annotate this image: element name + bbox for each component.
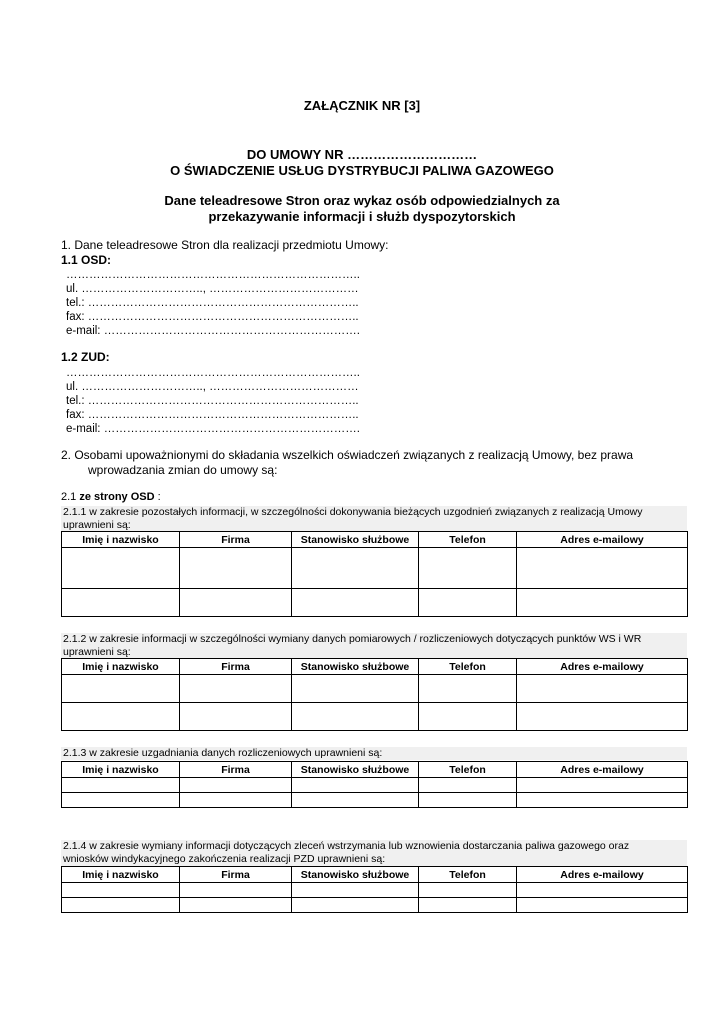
table-row (62, 589, 688, 617)
osd-phone-line: tel.: …………………………………………………………….. (66, 297, 359, 309)
col-position-header: Stanowisko służbowe (292, 532, 419, 548)
col-position-header: Stanowisko służbowe (292, 762, 419, 778)
subsection-2-1-heading: 2.1 ze strony OSD : (61, 491, 161, 503)
col-position-header: Stanowisko służbowe (292, 867, 419, 883)
table-2-1-4-title: 2.1.4 w zakresie wymiany informacji dotyczących zleceń wstrzymania lub wznowienia dostarczania paliwa gazowego oraz wniosków windykacyjnego zakończenia realizacji PZD uprawnieni są: (61, 840, 687, 866)
name-cell[interactable] (62, 778, 180, 793)
col-name-header: Imię i nazwisko (62, 762, 180, 778)
table-row (62, 548, 688, 589)
company-cell[interactable] (180, 778, 292, 793)
table-row (62, 793, 688, 808)
section-2-heading-line-2: wprowadzania zmian do umowy są: (88, 463, 278, 477)
table-row (62, 778, 688, 793)
company-cell[interactable] (180, 548, 292, 589)
col-company-header: Firma (180, 762, 292, 778)
email-cell[interactable] (517, 548, 688, 589)
name-cell[interactable] (62, 883, 180, 898)
col-company-header: Firma (180, 867, 292, 883)
phone-cell[interactable] (419, 548, 517, 589)
col-email-header: Adres e-mailowy (517, 532, 688, 548)
table-row (62, 883, 688, 898)
col-phone-header: Telefon (419, 532, 517, 548)
name-cell[interactable] (62, 675, 180, 703)
zud-phone-line: tel.: …………………………………………………………….. (66, 395, 359, 407)
position-cell[interactable] (292, 548, 419, 589)
email-cell[interactable] (517, 703, 688, 731)
company-cell[interactable] (180, 883, 292, 898)
phone-cell[interactable] (419, 793, 517, 808)
table-header-row (62, 867, 688, 883)
zud-street-line: ul. ………………………….., ………………………………… (66, 381, 359, 393)
zud-email-line: e-mail: …………………………………………………………. (66, 423, 360, 435)
table-2-1-3 (61, 761, 688, 808)
col-position-header: Stanowisko służbowe (292, 659, 419, 675)
email-cell[interactable] (517, 793, 688, 808)
table-header-row (62, 762, 688, 778)
name-cell[interactable] (62, 548, 180, 589)
osd-fax-line: fax: …………………………………………………………….. (66, 311, 359, 323)
phone-cell[interactable] (419, 883, 517, 898)
email-cell[interactable] (517, 589, 688, 617)
email-cell[interactable] (517, 883, 688, 898)
col-email-header: Adres e-mailowy (517, 659, 688, 675)
table-header-row (62, 532, 688, 548)
document-title: ZAŁĄCZNIK NR [3] (303, 98, 421, 113)
name-cell[interactable] (62, 898, 180, 913)
col-email-header: Adres e-mailowy (517, 867, 688, 883)
section-1-heading: 1. Dane teleadresowe Stron dla realizacji przedmiotu Umowy: (61, 238, 389, 252)
email-cell[interactable] (517, 778, 688, 793)
table-row (62, 898, 688, 913)
osd-label: 1.1 OSD: (61, 253, 112, 267)
table-2-1-3-title: 2.1.3 w zakresie uzgadniania danych rozliczeniowych uprawnieni są: (61, 747, 687, 760)
company-cell[interactable] (180, 703, 292, 731)
col-phone-header: Telefon (419, 762, 517, 778)
section-2-heading-line-1: 2. Osobami upoważnionymi do składania wszelkich oświadczeń związanych z realizacją Umowy, bez prawa (61, 448, 634, 462)
position-cell[interactable] (292, 675, 419, 703)
table-2-1-2 (61, 658, 688, 731)
company-cell[interactable] (180, 675, 292, 703)
table-2-1-1-title: 2.1.1 w zakresie pozostałych informacji, w szczególności dokonywania bieżących uzgodnień związanych z realizacją Umowy uprawnieni są: (61, 506, 687, 532)
col-company-header: Firma (180, 532, 292, 548)
zud-name-line: ………………………………………………………………….. (66, 367, 360, 379)
email-cell[interactable] (517, 675, 688, 703)
name-cell[interactable] (62, 793, 180, 808)
phone-cell[interactable] (419, 675, 517, 703)
zud-label: 1.2 ZUD: (61, 350, 110, 364)
subtitle-line-1: Dane teleadresowe Stron oraz wykaz osób odpowiedzialnych za (164, 193, 560, 208)
subtitle-line-2: przekazywanie informacji i służb dyspozytorskich (208, 209, 516, 224)
osd-email-line: e-mail: …………………………………………………………. (66, 325, 360, 337)
osd-side-label: ze strony OSD (79, 491, 155, 503)
name-cell[interactable] (62, 703, 180, 731)
col-name-header: Imię i nazwisko (62, 659, 180, 675)
contract-number-line: DO UMOWY NR ………………………… (246, 147, 478, 162)
col-name-header: Imię i nazwisko (62, 867, 180, 883)
name-cell[interactable] (62, 589, 180, 617)
table-row (62, 703, 688, 731)
phone-cell[interactable] (419, 898, 517, 913)
phone-cell[interactable] (419, 778, 517, 793)
company-cell[interactable] (180, 589, 292, 617)
email-cell[interactable] (517, 898, 688, 913)
phone-cell[interactable] (419, 703, 517, 731)
phone-cell[interactable] (419, 589, 517, 617)
table-header-row (62, 659, 688, 675)
col-email-header: Adres e-mailowy (517, 762, 688, 778)
col-company-header: Firma (180, 659, 292, 675)
company-cell[interactable] (180, 793, 292, 808)
col-phone-header: Telefon (419, 867, 517, 883)
osd-name-line: ………………………………………………………………….. (66, 269, 360, 281)
col-name-header: Imię i nazwisko (62, 532, 180, 548)
position-cell[interactable] (292, 778, 419, 793)
position-cell[interactable] (292, 898, 419, 913)
zud-fax-line: fax: …………………………………………………………….. (66, 409, 359, 421)
company-cell[interactable] (180, 898, 292, 913)
table-row (62, 675, 688, 703)
osd-street-line: ul. ………………………….., ………………………………… (66, 283, 359, 295)
table-2-1-1 (61, 531, 688, 617)
col-phone-header: Telefon (419, 659, 517, 675)
contract-subject-line: O ŚWIADCZENIE USŁUG DYSTRYBUCJI PALIWA GAZOWEGO (170, 163, 554, 178)
position-cell[interactable] (292, 793, 419, 808)
table-2-1-4 (61, 866, 688, 913)
position-cell[interactable] (292, 883, 419, 898)
position-cell[interactable] (292, 703, 419, 731)
position-cell[interactable] (292, 589, 419, 617)
table-2-1-2-title: 2.1.2 w zakresie informacji w szczególności wymiany danych pomiarowych / rozliczeniowych dotyczących punktów WS i WR uprawnieni są: (61, 633, 687, 659)
